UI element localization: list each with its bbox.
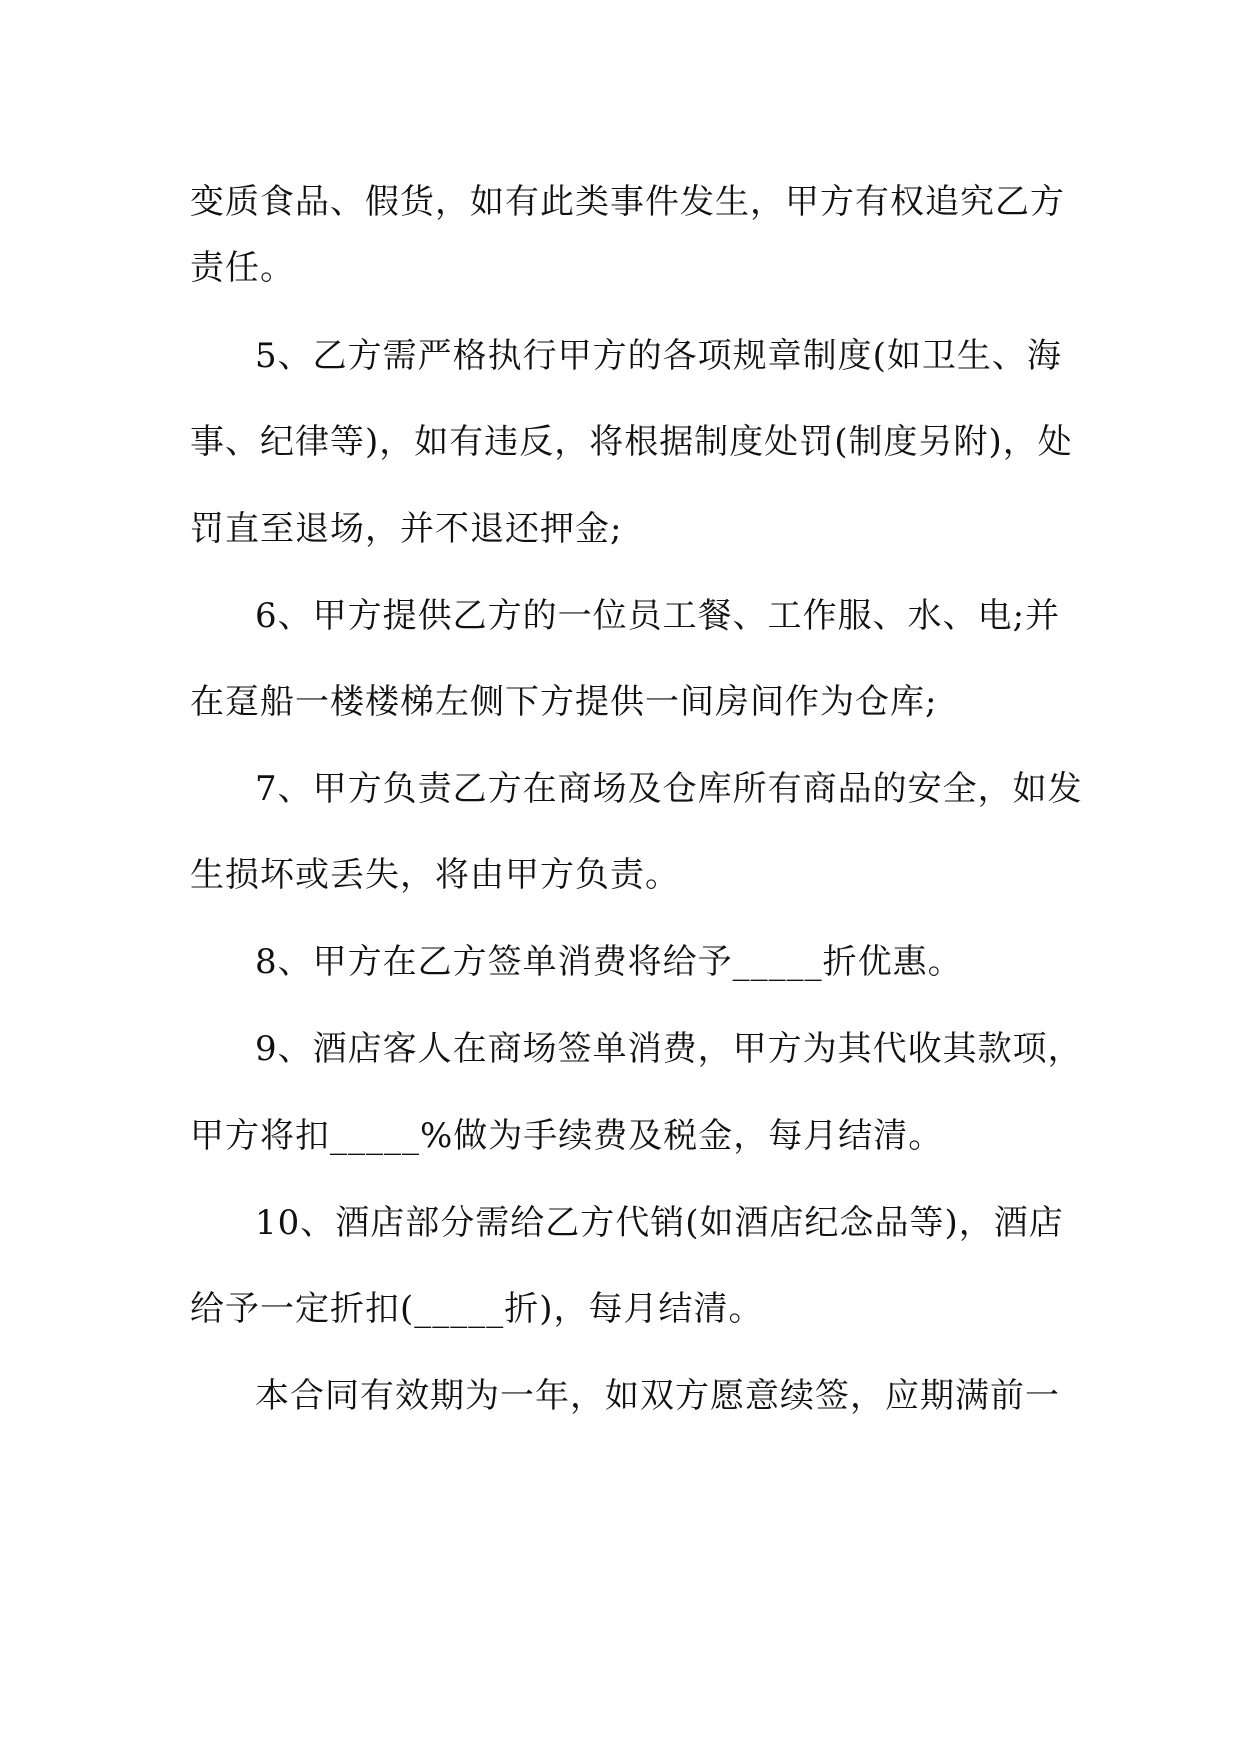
- clause-5-line-2: 事、纪律等)，如有违反，将根据制度处罚(制度另附)，处: [190, 422, 1073, 462]
- clause-10-line-1: 10、酒店部分需给乙方代销(如酒店纪念品等)，酒店: [255, 1203, 1064, 1243]
- clause-5-line-3: 罚直至退场，并不退还押金;: [190, 509, 623, 549]
- paragraph-line-2: 责任。: [190, 248, 295, 288]
- clause-6-line-1: 6、甲方提供乙方的一位员工餐、工作服、水、电;并: [255, 596, 1061, 636]
- paragraph-line-1: 变质食品、假货，如有此类事件发生，甲方有权追究乙方: [190, 182, 1065, 222]
- clause-10-line-2: 给予一定折扣(_____折)，每月结清。: [190, 1289, 764, 1329]
- clause-9-line-2: 甲方将扣_____%做为手续费及税金，每月结清。: [190, 1116, 944, 1156]
- clause-8-line-1: 8、甲方在乙方签单消费将给予_____折优惠。: [255, 942, 963, 982]
- clause-6-line-2: 在趸船一楼楼梯左侧下方提供一间房间作为仓库;: [190, 682, 938, 722]
- clause-5-line-1: 5、乙方需严格执行甲方的各项规章制度(如卫生、海: [255, 336, 1062, 376]
- clause-7-line-1: 7、甲方负责乙方在商场及仓库所有商品的安全，如发: [255, 769, 1083, 809]
- term-line-1: 本合同有效期为一年，如双方愿意续签，应期满前一: [255, 1376, 1060, 1416]
- clause-7-line-2: 生损坏或丢失，将由甲方负责。: [190, 855, 680, 895]
- clause-9-line-1: 9、酒店客人在商场签单消费，甲方为其代收其款项，: [255, 1029, 1083, 1069]
